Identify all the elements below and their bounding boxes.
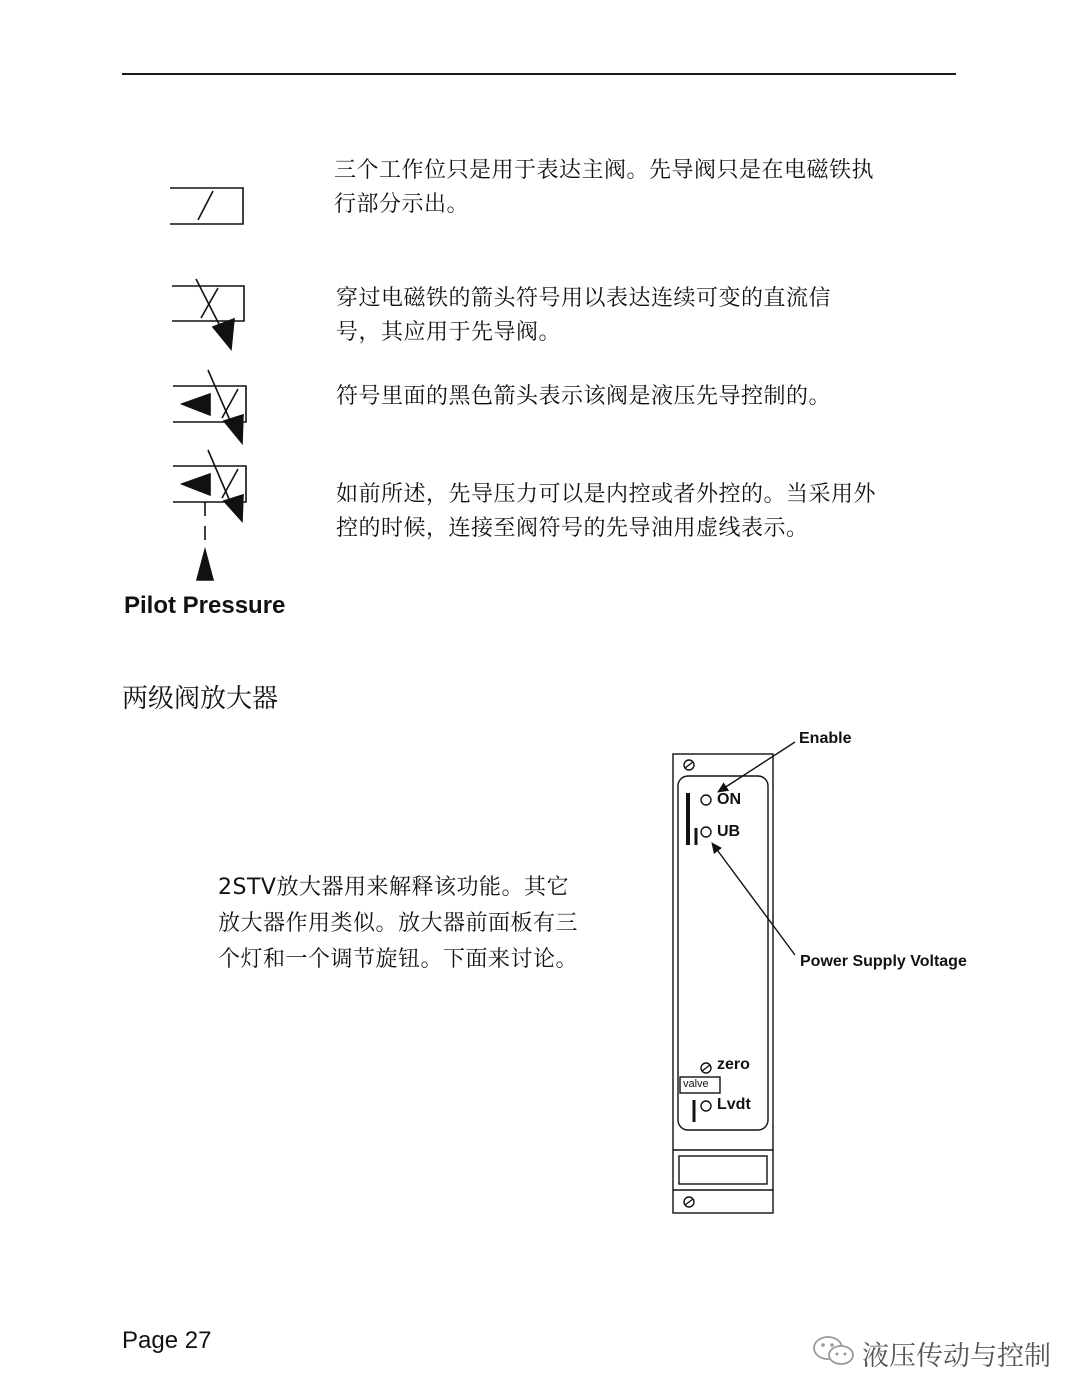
solenoid-description: 三个工作位只是用于表达主阀。先导阀只是在电磁铁执 行部分示出。 xyxy=(334,158,875,217)
led-ub-indicator xyxy=(701,827,711,837)
watermark-text: 液压传动与控制 xyxy=(862,1341,1051,1372)
power-supply-callout-label: Power Supply Voltage xyxy=(800,953,967,970)
power-callout-arrow xyxy=(712,843,795,955)
bottom-screw-icon xyxy=(684,1197,694,1207)
led-on-label: ON xyxy=(717,791,741,808)
proportional-description: 穿过电磁铁的箭头符号用以表达连续可变的直流信 号，其应用于先导阀。 xyxy=(336,286,832,345)
zero-pot-icon xyxy=(701,1063,711,1073)
zero-label: zero xyxy=(717,1056,750,1073)
enable-callout-arrow xyxy=(718,742,795,792)
lvdt-label: Lvdt xyxy=(717,1096,751,1113)
pilot-operated-description: 符号里面的黑色箭头表示该阀是液压先导控制的。 xyxy=(336,384,832,409)
page-number: Page 27 xyxy=(122,1327,212,1354)
valve-tag-label: valve xyxy=(683,1078,709,1090)
external-pilot-description: 如前所述，先导压力可以是内控或者外控的。当采用外 控的时候，连接至阀符号的先导油用虚线表示。 xyxy=(336,482,877,541)
led-ub-label: UB xyxy=(717,823,741,840)
amplifier-description: 2STV放大器用来解释该功能。其它 放大器作用类似。放大器前面板有三 个灯和一个调节旋钮。下面来讨论。 xyxy=(218,875,579,972)
led-on-indicator xyxy=(701,795,711,805)
amplifier-heading: 两级阀放大器 xyxy=(122,684,279,714)
top-screw-icon xyxy=(684,760,694,770)
wechat-icon xyxy=(812,1334,856,1368)
panel-label-window xyxy=(679,1156,767,1184)
enable-callout-label: Enable xyxy=(799,730,852,747)
led-lvdt-indicator xyxy=(701,1101,711,1111)
pilot-pressure-label: Pilot Pressure xyxy=(124,592,286,619)
